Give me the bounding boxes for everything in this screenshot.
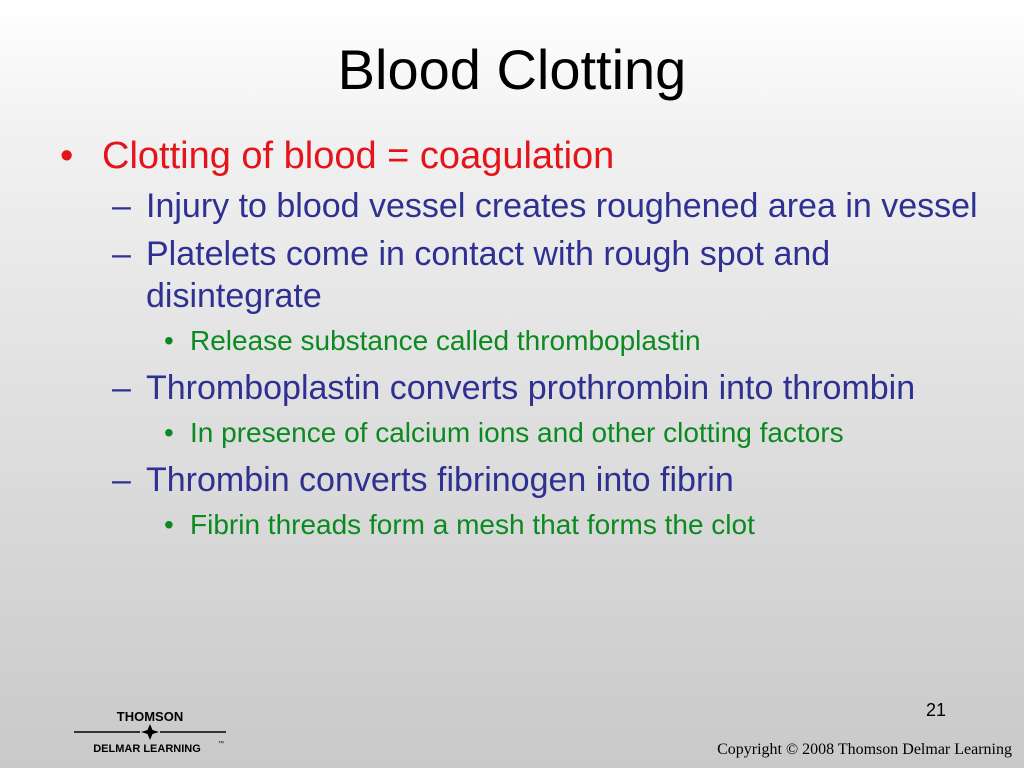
bullet-text: Fibrin threads form a mesh that forms the clot [190,509,755,540]
bullet-marker: • [60,135,74,177]
bullet-level3 [60,323,980,359]
logo-bottom-text: DELMAR LEARNING [93,743,201,755]
bullet-level3 [60,415,980,451]
bullet-level2 [60,233,980,317]
bullet-text: Injury to blood vessel creates roughened area in vessel [146,187,978,225]
logo-tm: ™ [218,741,224,747]
bullet-level1 [60,133,980,179]
bullet-text: Platelets come in contact with rough spot and disintegrate [146,235,831,315]
bullet-marker: • [164,417,174,448]
bullet-level3 [60,507,980,543]
bullet-text: Clotting of blood = coagulation [102,135,615,177]
bullet-text: Thromboplastin converts prothrombin into thrombin [146,369,916,407]
bullet-text: In presence of calcium ions and other clotting factors [190,417,844,448]
slide-title: Blood Clotting [337,38,687,101]
dash-marker: – [112,235,131,273]
bullet-level2 [60,185,980,227]
bullet-level2 [60,367,980,409]
page-number: 21 [925,700,946,720]
dash-marker: – [112,461,131,499]
dash-marker: – [112,369,131,407]
bullet-text: Release substance called thromboplastin [190,325,701,356]
slide-body [60,133,980,551]
star-icon [141,724,159,740]
copyright-text: Copyright © 2008 Thomson Delmar Learning [717,741,1012,758]
logo-top-text: THOMSON [116,709,184,724]
bullet-marker: • [164,325,174,356]
bullet-level2 [60,459,980,501]
dash-marker: – [112,187,131,225]
bullet-text: Thrombin converts fibrinogen into fibrin [146,461,734,499]
thomson-delmar-logo [70,708,230,758]
bullet-marker: • [164,509,174,540]
